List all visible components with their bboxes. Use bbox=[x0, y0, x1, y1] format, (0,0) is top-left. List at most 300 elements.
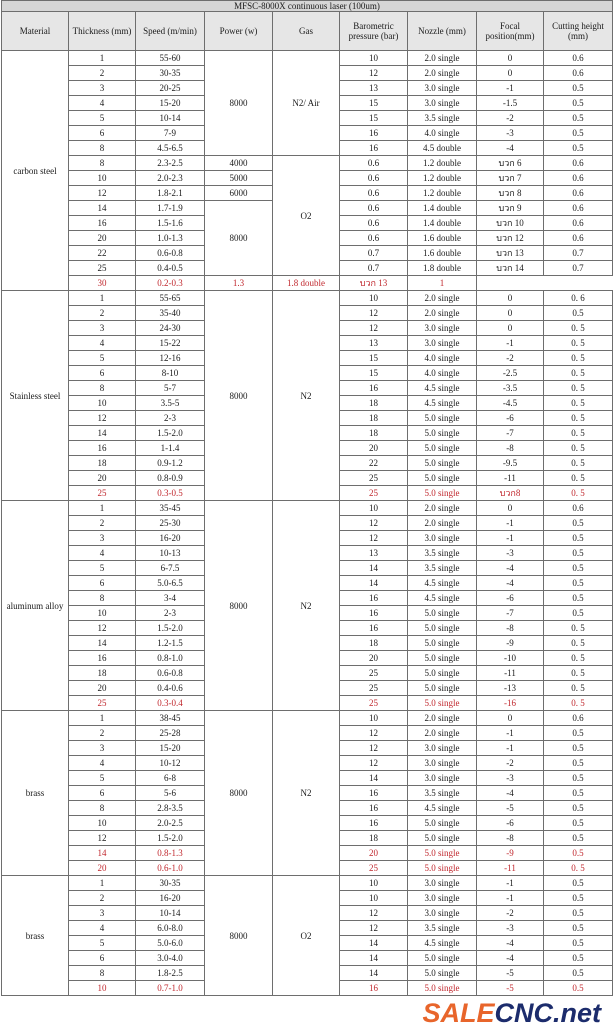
height-cell: 0.5 bbox=[544, 561, 613, 576]
thickness-cell: 20 bbox=[69, 681, 136, 696]
table-row bbox=[2, 156, 613, 171]
thickness-cell: 8 bbox=[69, 966, 136, 981]
pressure-cell: 16 bbox=[340, 981, 408, 996]
speed-cell: 6-8 bbox=[136, 771, 205, 786]
thickness-cell: 10 bbox=[69, 606, 136, 621]
focal-cell: บวก 10 bbox=[477, 216, 544, 231]
speed-cell: 4.5-6.5 bbox=[136, 141, 205, 156]
focal-cell: -6 bbox=[477, 816, 544, 831]
speed-cell: 1.7-1.9 bbox=[136, 201, 205, 216]
height-cell: 1 bbox=[408, 276, 477, 291]
thickness-cell: 1 bbox=[69, 501, 136, 516]
height-cell: 0. 5 bbox=[544, 456, 613, 471]
focal-cell: 0 bbox=[477, 291, 544, 306]
focal-cell: -1.5 bbox=[477, 96, 544, 111]
power-cell: 8000 bbox=[205, 501, 273, 711]
speed-cell: 55-60 bbox=[136, 51, 205, 66]
speed-cell: 12-16 bbox=[136, 351, 205, 366]
pressure-cell: 20 bbox=[340, 441, 408, 456]
pressure-cell: 25 bbox=[340, 696, 408, 711]
nozzle-cell: 5.0 single bbox=[408, 846, 477, 861]
nozzle-cell: 3.0 single bbox=[408, 741, 477, 756]
table-row bbox=[2, 51, 613, 66]
thickness-cell: 10 bbox=[69, 981, 136, 996]
height-cell: 0.5 bbox=[544, 756, 613, 771]
height-cell: 0.7 bbox=[544, 246, 613, 261]
pressure-cell: 10 bbox=[340, 291, 408, 306]
nozzle-cell: 2.0 single bbox=[408, 291, 477, 306]
height-cell: 0.6 bbox=[544, 201, 613, 216]
speed-cell: 7-9 bbox=[136, 126, 205, 141]
speed-cell: 16-20 bbox=[136, 891, 205, 906]
pressure-cell: 15 bbox=[340, 111, 408, 126]
focal-cell: 0 bbox=[477, 51, 544, 66]
material-cell: aluminum alloy bbox=[2, 501, 69, 711]
height-cell: 0. 5 bbox=[544, 411, 613, 426]
nozzle-cell: 4.0 single bbox=[408, 351, 477, 366]
focal-cell: -3.5 bbox=[477, 381, 544, 396]
nozzle-cell: 3.0 single bbox=[408, 891, 477, 906]
pressure-cell: 0.6 bbox=[340, 156, 408, 171]
focal-cell: -9 bbox=[477, 636, 544, 651]
pressure-cell: 16 bbox=[340, 786, 408, 801]
pressure-cell: 13 bbox=[340, 546, 408, 561]
pressure-cell: 10 bbox=[340, 51, 408, 66]
speed-cell: 35-40 bbox=[136, 306, 205, 321]
height-cell: 0.5 bbox=[544, 876, 613, 891]
height-cell: 0.5 bbox=[544, 771, 613, 786]
pressure-cell: 20 bbox=[340, 846, 408, 861]
focal-cell: -13 bbox=[477, 681, 544, 696]
pressure-cell: 0.6 bbox=[340, 231, 408, 246]
power-cell: 8000 bbox=[205, 51, 273, 156]
nozzle-cell: 1.6 double bbox=[408, 246, 477, 261]
height-cell: 0. 5 bbox=[544, 651, 613, 666]
speed-cell: 1.5-2.0 bbox=[136, 621, 205, 636]
nozzle-cell: 3.5 single bbox=[408, 561, 477, 576]
thickness-cell: 25 bbox=[69, 261, 136, 276]
header-thickness: Thickness (mm) bbox=[69, 12, 136, 51]
speed-cell: 2-3 bbox=[136, 411, 205, 426]
table-row bbox=[2, 276, 613, 291]
focal-cell: -1 bbox=[477, 81, 544, 96]
focal-cell: -5 bbox=[477, 966, 544, 981]
height-cell: 0.5 bbox=[544, 111, 613, 126]
speed-cell: 5.0-6.5 bbox=[136, 576, 205, 591]
header-gas: Gas bbox=[273, 12, 340, 51]
power-cell: 8000 bbox=[205, 201, 273, 276]
focal-cell: -9.5 bbox=[477, 456, 544, 471]
pressure-cell: 18 bbox=[340, 426, 408, 441]
thickness-cell: 14 bbox=[69, 426, 136, 441]
height-cell: 0.5 bbox=[544, 96, 613, 111]
watermark-part1: SALE bbox=[422, 998, 495, 1028]
power-cell: 6000 bbox=[205, 186, 273, 201]
thickness-cell: 25 bbox=[69, 696, 136, 711]
height-cell: 0.5 bbox=[544, 591, 613, 606]
pressure-cell: 18 bbox=[340, 636, 408, 651]
thickness-cell: 18 bbox=[69, 666, 136, 681]
height-cell: 0.5 bbox=[544, 546, 613, 561]
watermark-part3: .net bbox=[552, 998, 601, 1028]
speed-cell: 0.3-0.5 bbox=[136, 486, 205, 501]
height-cell: 0. 5 bbox=[544, 396, 613, 411]
gas-cell: O2 bbox=[273, 876, 340, 996]
speed-cell: 0.3-0.4 bbox=[136, 696, 205, 711]
table-body bbox=[2, 51, 613, 996]
focal-cell: -11 bbox=[477, 861, 544, 876]
pressure-cell: 20 bbox=[340, 651, 408, 666]
speed-cell: 30-35 bbox=[136, 876, 205, 891]
material-cell: carbon steel bbox=[2, 51, 69, 291]
height-cell: 0.5 bbox=[544, 906, 613, 921]
pressure-cell: 25 bbox=[340, 486, 408, 501]
height-cell: 0.5 bbox=[544, 516, 613, 531]
speed-cell: 55-65 bbox=[136, 291, 205, 306]
height-cell: 0.7 bbox=[544, 261, 613, 276]
pressure-cell: 14 bbox=[340, 561, 408, 576]
nozzle-cell: 1.8 double bbox=[273, 276, 340, 291]
watermark-part2: CNC bbox=[494, 998, 553, 1028]
pressure-cell: 12 bbox=[340, 756, 408, 771]
speed-cell: 0.6-0.8 bbox=[136, 666, 205, 681]
nozzle-cell: 5.0 single bbox=[408, 651, 477, 666]
thickness-cell: 12 bbox=[69, 411, 136, 426]
thickness-cell: 5 bbox=[69, 771, 136, 786]
gas-cell: N2 bbox=[273, 291, 340, 501]
nozzle-cell: 4.5 single bbox=[408, 936, 477, 951]
header-height: Cutting height (mm) bbox=[544, 12, 613, 51]
nozzle-cell: 5.0 single bbox=[408, 951, 477, 966]
thickness-cell: 8 bbox=[69, 591, 136, 606]
speed-cell: 0.2-0.3 bbox=[136, 276, 205, 291]
nozzle-cell: 5.0 single bbox=[408, 861, 477, 876]
speed-cell: 2.0-2.3 bbox=[136, 171, 205, 186]
thickness-cell: 14 bbox=[69, 846, 136, 861]
focal-cell: -6 bbox=[477, 591, 544, 606]
focal-cell: -2 bbox=[477, 351, 544, 366]
height-cell: 0.6 bbox=[544, 171, 613, 186]
thickness-cell: 4 bbox=[69, 546, 136, 561]
header-material: Material bbox=[2, 12, 69, 51]
pressure-cell: 12 bbox=[340, 906, 408, 921]
focal-cell: -4 bbox=[477, 936, 544, 951]
focal-cell: -2 bbox=[477, 906, 544, 921]
speed-cell: 10-14 bbox=[136, 906, 205, 921]
focal-cell: -11 bbox=[477, 666, 544, 681]
power-cell: 8000 bbox=[205, 876, 273, 996]
speed-cell: 1.5-2.0 bbox=[136, 831, 205, 846]
height-cell: 0.6 bbox=[544, 186, 613, 201]
speed-cell: 2.0-2.5 bbox=[136, 816, 205, 831]
nozzle-cell: 2.0 single bbox=[408, 711, 477, 726]
thickness-cell: 12 bbox=[69, 621, 136, 636]
nozzle-cell: 2.0 single bbox=[408, 726, 477, 741]
thickness-cell: 30 bbox=[69, 276, 136, 291]
height-cell: 0.6 bbox=[544, 711, 613, 726]
speed-cell: 5-7 bbox=[136, 381, 205, 396]
power-cell: 8000 bbox=[205, 291, 273, 501]
focal-cell: -10 bbox=[477, 651, 544, 666]
height-cell: 0.5 bbox=[544, 891, 613, 906]
height-cell: 0.5 bbox=[544, 951, 613, 966]
focal-cell: บวก 13 bbox=[340, 276, 408, 291]
height-cell: 0. 5 bbox=[544, 486, 613, 501]
pressure-cell: 15 bbox=[340, 96, 408, 111]
speed-cell: 1-1.4 bbox=[136, 441, 205, 456]
pressure-cell: 18 bbox=[340, 831, 408, 846]
thickness-cell: 10 bbox=[69, 816, 136, 831]
nozzle-cell: 1.2 double bbox=[408, 156, 477, 171]
gas-cell: N2/ Air bbox=[273, 51, 340, 156]
pressure-cell: 14 bbox=[340, 936, 408, 951]
focal-cell: -2 bbox=[477, 756, 544, 771]
height-cell: 0.6 bbox=[544, 66, 613, 81]
nozzle-cell: 2.0 single bbox=[408, 66, 477, 81]
nozzle-cell: 3.0 single bbox=[408, 906, 477, 921]
speed-cell: 25-28 bbox=[136, 726, 205, 741]
focal-cell: บวก 7 bbox=[477, 171, 544, 186]
thickness-cell: 1 bbox=[69, 876, 136, 891]
pressure-cell: 22 bbox=[340, 456, 408, 471]
table-title: MFSC-8000X continuous laser (100um) bbox=[2, 1, 613, 12]
thickness-cell: 20 bbox=[69, 231, 136, 246]
speed-cell: 0.8-0.9 bbox=[136, 471, 205, 486]
height-cell: 0.5 bbox=[544, 531, 613, 546]
pressure-cell: 12 bbox=[340, 321, 408, 336]
speed-cell: 0.6-0.8 bbox=[136, 246, 205, 261]
nozzle-cell: 4.5 single bbox=[408, 396, 477, 411]
height-cell: 0.5 bbox=[544, 921, 613, 936]
nozzle-cell: 5.0 single bbox=[408, 666, 477, 681]
pressure-cell: 16 bbox=[340, 141, 408, 156]
nozzle-cell: 2.0 single bbox=[408, 501, 477, 516]
height-cell: 0.5 bbox=[544, 141, 613, 156]
thickness-cell: 3 bbox=[69, 741, 136, 756]
focal-cell: -2.5 bbox=[477, 366, 544, 381]
focal-cell: -4.5 bbox=[477, 396, 544, 411]
thickness-cell: 14 bbox=[69, 636, 136, 651]
nozzle-cell: 1.2 double bbox=[408, 171, 477, 186]
pressure-cell: 12 bbox=[340, 741, 408, 756]
pressure-cell: 10 bbox=[340, 501, 408, 516]
table-row bbox=[2, 876, 613, 891]
speed-cell: 35-45 bbox=[136, 501, 205, 516]
focal-cell: บวก 12 bbox=[477, 231, 544, 246]
speed-cell: 10-13 bbox=[136, 546, 205, 561]
focal-cell: -1 bbox=[477, 336, 544, 351]
speed-cell: 15-22 bbox=[136, 336, 205, 351]
speed-cell: 1.8-2.5 bbox=[136, 966, 205, 981]
focal-cell: 0 bbox=[477, 66, 544, 81]
pressure-cell: 18 bbox=[340, 411, 408, 426]
nozzle-cell: 5.0 single bbox=[408, 456, 477, 471]
nozzle-cell: 5.0 single bbox=[408, 621, 477, 636]
speed-cell: 30-35 bbox=[136, 66, 205, 81]
speed-cell: 0.8-1.0 bbox=[136, 651, 205, 666]
focal-cell: -6 bbox=[477, 411, 544, 426]
speed-cell: 2.3-2.5 bbox=[136, 156, 205, 171]
height-cell: 0. 5 bbox=[544, 666, 613, 681]
height-cell: 0.5 bbox=[544, 966, 613, 981]
thickness-cell: 8 bbox=[69, 801, 136, 816]
speed-cell: 2.8-3.5 bbox=[136, 801, 205, 816]
height-cell: 0.5 bbox=[544, 846, 613, 861]
thickness-cell: 5 bbox=[69, 351, 136, 366]
pressure-cell: 0.6 bbox=[340, 201, 408, 216]
speed-cell: 15-20 bbox=[136, 96, 205, 111]
speed-cell: 10-14 bbox=[136, 111, 205, 126]
speed-cell: 25-30 bbox=[136, 516, 205, 531]
watermark-logo bbox=[422, 998, 601, 1028]
pressure-cell: 12 bbox=[340, 921, 408, 936]
nozzle-cell: 4.5 single bbox=[408, 381, 477, 396]
header-speed: Speed (m/min) bbox=[136, 12, 205, 51]
focal-cell: -2 bbox=[477, 111, 544, 126]
nozzle-cell: 4.5 single bbox=[408, 591, 477, 606]
speed-cell: 1.0-1.3 bbox=[136, 231, 205, 246]
focal-cell: -1 bbox=[477, 891, 544, 906]
pressure-cell: 14 bbox=[340, 771, 408, 786]
thickness-cell: 6 bbox=[69, 576, 136, 591]
gas-cell: O2 bbox=[273, 156, 340, 276]
thickness-cell: 4 bbox=[69, 756, 136, 771]
thickness-cell: 1 bbox=[69, 291, 136, 306]
speed-cell: 5-6 bbox=[136, 786, 205, 801]
pressure-cell: 16 bbox=[340, 591, 408, 606]
power-cell: 5000 bbox=[205, 171, 273, 186]
height-cell: 0.5 bbox=[544, 831, 613, 846]
thickness-cell: 3 bbox=[69, 531, 136, 546]
nozzle-cell: 5.0 single bbox=[408, 681, 477, 696]
nozzle-cell: 3.0 single bbox=[408, 756, 477, 771]
nozzle-cell: 3.0 single bbox=[408, 531, 477, 546]
height-cell: 0.5 bbox=[544, 81, 613, 96]
focal-cell: -8 bbox=[477, 441, 544, 456]
focal-cell: -1 bbox=[477, 741, 544, 756]
speed-cell: 1.8-2.1 bbox=[136, 186, 205, 201]
speed-cell: 2-3 bbox=[136, 606, 205, 621]
nozzle-cell: 3.0 single bbox=[408, 81, 477, 96]
thickness-cell: 3 bbox=[69, 81, 136, 96]
focal-cell: -4 bbox=[477, 576, 544, 591]
nozzle-cell: 5.0 single bbox=[408, 966, 477, 981]
height-cell: 0. 5 bbox=[544, 381, 613, 396]
nozzle-cell: 1.4 double bbox=[408, 216, 477, 231]
pressure-cell: 25 bbox=[340, 666, 408, 681]
pressure-cell: 25 bbox=[340, 861, 408, 876]
pressure-cell: 12 bbox=[340, 66, 408, 81]
nozzle-cell: 3.5 single bbox=[408, 111, 477, 126]
pressure-cell: 12 bbox=[340, 306, 408, 321]
pressure-cell: 13 bbox=[340, 81, 408, 96]
height-cell: 0.6 bbox=[544, 51, 613, 66]
pressure-cell: 0.6 bbox=[340, 186, 408, 201]
height-cell: 0.5 bbox=[544, 576, 613, 591]
focal-cell: -11 bbox=[477, 471, 544, 486]
nozzle-cell: 5.0 single bbox=[408, 981, 477, 996]
focal-cell: -4 bbox=[477, 951, 544, 966]
nozzle-cell: 5.0 single bbox=[408, 471, 477, 486]
nozzle-cell: 1.6 double bbox=[408, 231, 477, 246]
height-cell: 0. 5 bbox=[544, 471, 613, 486]
focal-cell: -1 bbox=[477, 531, 544, 546]
nozzle-cell: 5.0 single bbox=[408, 486, 477, 501]
thickness-cell: 20 bbox=[69, 471, 136, 486]
thickness-cell: 5 bbox=[69, 936, 136, 951]
pressure-cell: 16 bbox=[340, 606, 408, 621]
height-cell: 0. 5 bbox=[544, 426, 613, 441]
pressure-cell: 15 bbox=[340, 351, 408, 366]
height-cell: 0. 6 bbox=[544, 291, 613, 306]
nozzle-cell: 3.0 single bbox=[408, 96, 477, 111]
speed-cell: 1.2-1.5 bbox=[136, 636, 205, 651]
focal-cell: -16 bbox=[477, 696, 544, 711]
pressure-cell: 16 bbox=[340, 126, 408, 141]
speed-cell: 38-45 bbox=[136, 711, 205, 726]
focal-cell: -4 bbox=[477, 786, 544, 801]
focal-cell: -4 bbox=[477, 561, 544, 576]
thickness-cell: 4 bbox=[69, 336, 136, 351]
thickness-cell: 6 bbox=[69, 951, 136, 966]
thickness-cell: 14 bbox=[69, 201, 136, 216]
thickness-cell: 16 bbox=[69, 216, 136, 231]
thickness-cell: 3 bbox=[69, 321, 136, 336]
thickness-cell: 2 bbox=[69, 891, 136, 906]
pressure-cell: 12 bbox=[340, 726, 408, 741]
thickness-cell: 5 bbox=[69, 111, 136, 126]
pressure-cell: 16 bbox=[340, 816, 408, 831]
pressure-cell: 14 bbox=[340, 951, 408, 966]
table-row bbox=[2, 291, 613, 306]
focal-cell: บวก8 bbox=[477, 486, 544, 501]
height-cell: 0.5 bbox=[544, 306, 613, 321]
nozzle-cell: 2.0 single bbox=[408, 516, 477, 531]
gas-cell: N2 bbox=[273, 711, 340, 876]
height-cell: 0. 5 bbox=[544, 696, 613, 711]
height-cell: 0. 5 bbox=[544, 366, 613, 381]
thickness-cell: 4 bbox=[69, 921, 136, 936]
power-cell: 8000 bbox=[205, 711, 273, 876]
thickness-cell: 12 bbox=[69, 186, 136, 201]
pressure-cell: 25 bbox=[340, 471, 408, 486]
pressure-cell: 0.6 bbox=[340, 171, 408, 186]
pressure-cell: 10 bbox=[340, 711, 408, 726]
speed-cell: 15-20 bbox=[136, 741, 205, 756]
thickness-cell: 5 bbox=[69, 561, 136, 576]
nozzle-cell: 5.0 single bbox=[408, 411, 477, 426]
header-power: Power (w) bbox=[205, 12, 273, 51]
height-cell: 0.5 bbox=[544, 981, 613, 996]
height-cell: 0.5 bbox=[544, 126, 613, 141]
focal-cell: -3 bbox=[477, 921, 544, 936]
speed-cell: 6-7.5 bbox=[136, 561, 205, 576]
pressure-cell: 0.7 bbox=[340, 261, 408, 276]
thickness-cell: 16 bbox=[69, 651, 136, 666]
pressure-cell: 0.6 bbox=[340, 216, 408, 231]
height-cell: 0. 5 bbox=[544, 621, 613, 636]
header-pressure: Barometric pressure (bar) bbox=[340, 12, 408, 51]
focal-cell: -3 bbox=[477, 126, 544, 141]
nozzle-cell: 1.4 double bbox=[408, 201, 477, 216]
height-cell: 0.5 bbox=[544, 726, 613, 741]
pressure-cell: 16 bbox=[340, 381, 408, 396]
cutting-parameters-table bbox=[1, 0, 613, 996]
focal-cell: -1 bbox=[477, 516, 544, 531]
power-cell: 4000 bbox=[205, 156, 273, 171]
height-cell: 0. 5 bbox=[544, 321, 613, 336]
header-row bbox=[2, 12, 613, 51]
